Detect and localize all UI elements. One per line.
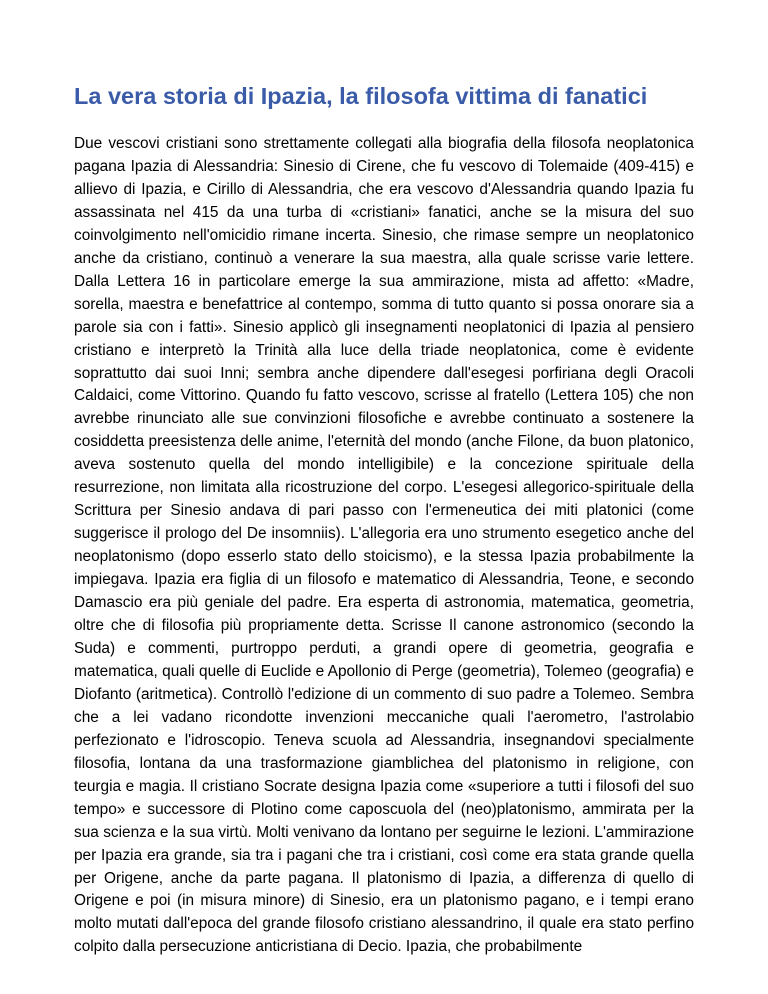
document-title: La vera storia di Ipazia, la filosofa vittima di fanatici xyxy=(74,83,648,109)
document-page xyxy=(74,80,694,959)
body-paragraph: Due vescovi cristiani sono strettamente collegati alla biografia della filosofa neoplatonica pagana Ipazia di Alessandria: Sinesio di Cirene, che fu vescovo di Tolemaide (409-415) e allievo di Ipazia, e Cirillo di Alessandria, che era vescovo d'Alessandria quando Ipazia fu assassinata nel 415 da una turba di «cristiani» fanatici, anche se la misura del suo coinvolgimento nell'omicidio rimane incerta. Sinesio, che rimase sempre un neoplatonico anche da cristiano, continuò a venerare la sua maestra, alla quale scrisse varie lettere. Dalla Lettera 16 in particolare emerge la sua ammirazione, mista ad affetto: «Madre, sorella, maestra e benefattrice al contempo, somma di tutto quanto si possa onorare sia a parole sia con i fatti». Sinesio applicò gli insegnamenti neoplatonici di Ipazia al pensiero cristiano e interpretò la Trinità alla luce della triade neoplatonica, come è evidente soprattutto dai suoi Inni; sembra anche dipendere dall'esegesi porfiriana degli Oracoli Caldaici, come Vittorino. Quando fu fatto vescovo, scrisse al fratello (Lettera 105) che non avrebbe rinunciato alle sue convinzioni filosofiche e avrebbe continuato a sostenere la cosiddetta preesistenza delle anime, l'eternità del mondo (anche Filone, da buon platonico, aveva sostenuto quella del mondo intelligibile) e la concezione spirituale della resurrezione, non limitata alla ricostruzione del corpo. L'esegesi allegorico-spirituale della Scrittura per Sinesio andava di pari passo con l'ermeneutica dei miti platonici (come suggerisce il prologo del De insomniis). L'allegoria era uno strumento esegetico anche del neoplatonismo (dopo esserlo stato dello stoicismo), e la stessa Ipazia probabilmente la impiegava. Ipazia era figlia di un filosofo e matematico di Alessandria, Teone, e secondo Damascio era più geniale del padre. Era esperta di astronomia, matematica, geometria, oltre che di filosofia più propriamente detta. Scrisse Il canone astronomico (secondo la Suda) e commenti, purtroppo perduti, a grandi opere di geometria, geografia e matematica, quali quelle di Euclide e Apollonio di Perge (geometria), Tolemeo (geografia) e Diofanto (aritmetica). Controllò l'edizione di un commento di suo padre a Tolemeo. Sembra che a lei vadano ricondotte invenzioni meccaniche quali l'aerometro, l'astrolabio perfezionato e l'idroscopio. Teneva scuola ad Alessandria, insegnandovi specialmente filosofia, lontana da una trasformazione giamblichea del platonismo in religione, con teurgia e magia. Il cristiano Socrate designa Ipazia come «superiore a tutti i filosofi del suo tempo» e successore di Plotino come caposcuola del (neo)platonismo, ammirata per la sua scienza e la sua virtù. Molti venivano da lontano per seguirne le lezioni. L'ammirazione per Ipazia era grande, sia tra i pagani che tra i cristiani, così come era stata grande quella per Origene, anche da parte pagana. Il platonismo di Ipazia, a differenza di quello di Origene e poi (in misura minore) di Sinesio, era un platonismo pagano, e i tempi erano molto mutati dall'epoca del grande filosofo cristiano alessandrino, il quale era stato perfino colpito dalla persecuzione anticristiana di Decio. Ipazia, che probabilmente xyxy=(74,135,694,956)
